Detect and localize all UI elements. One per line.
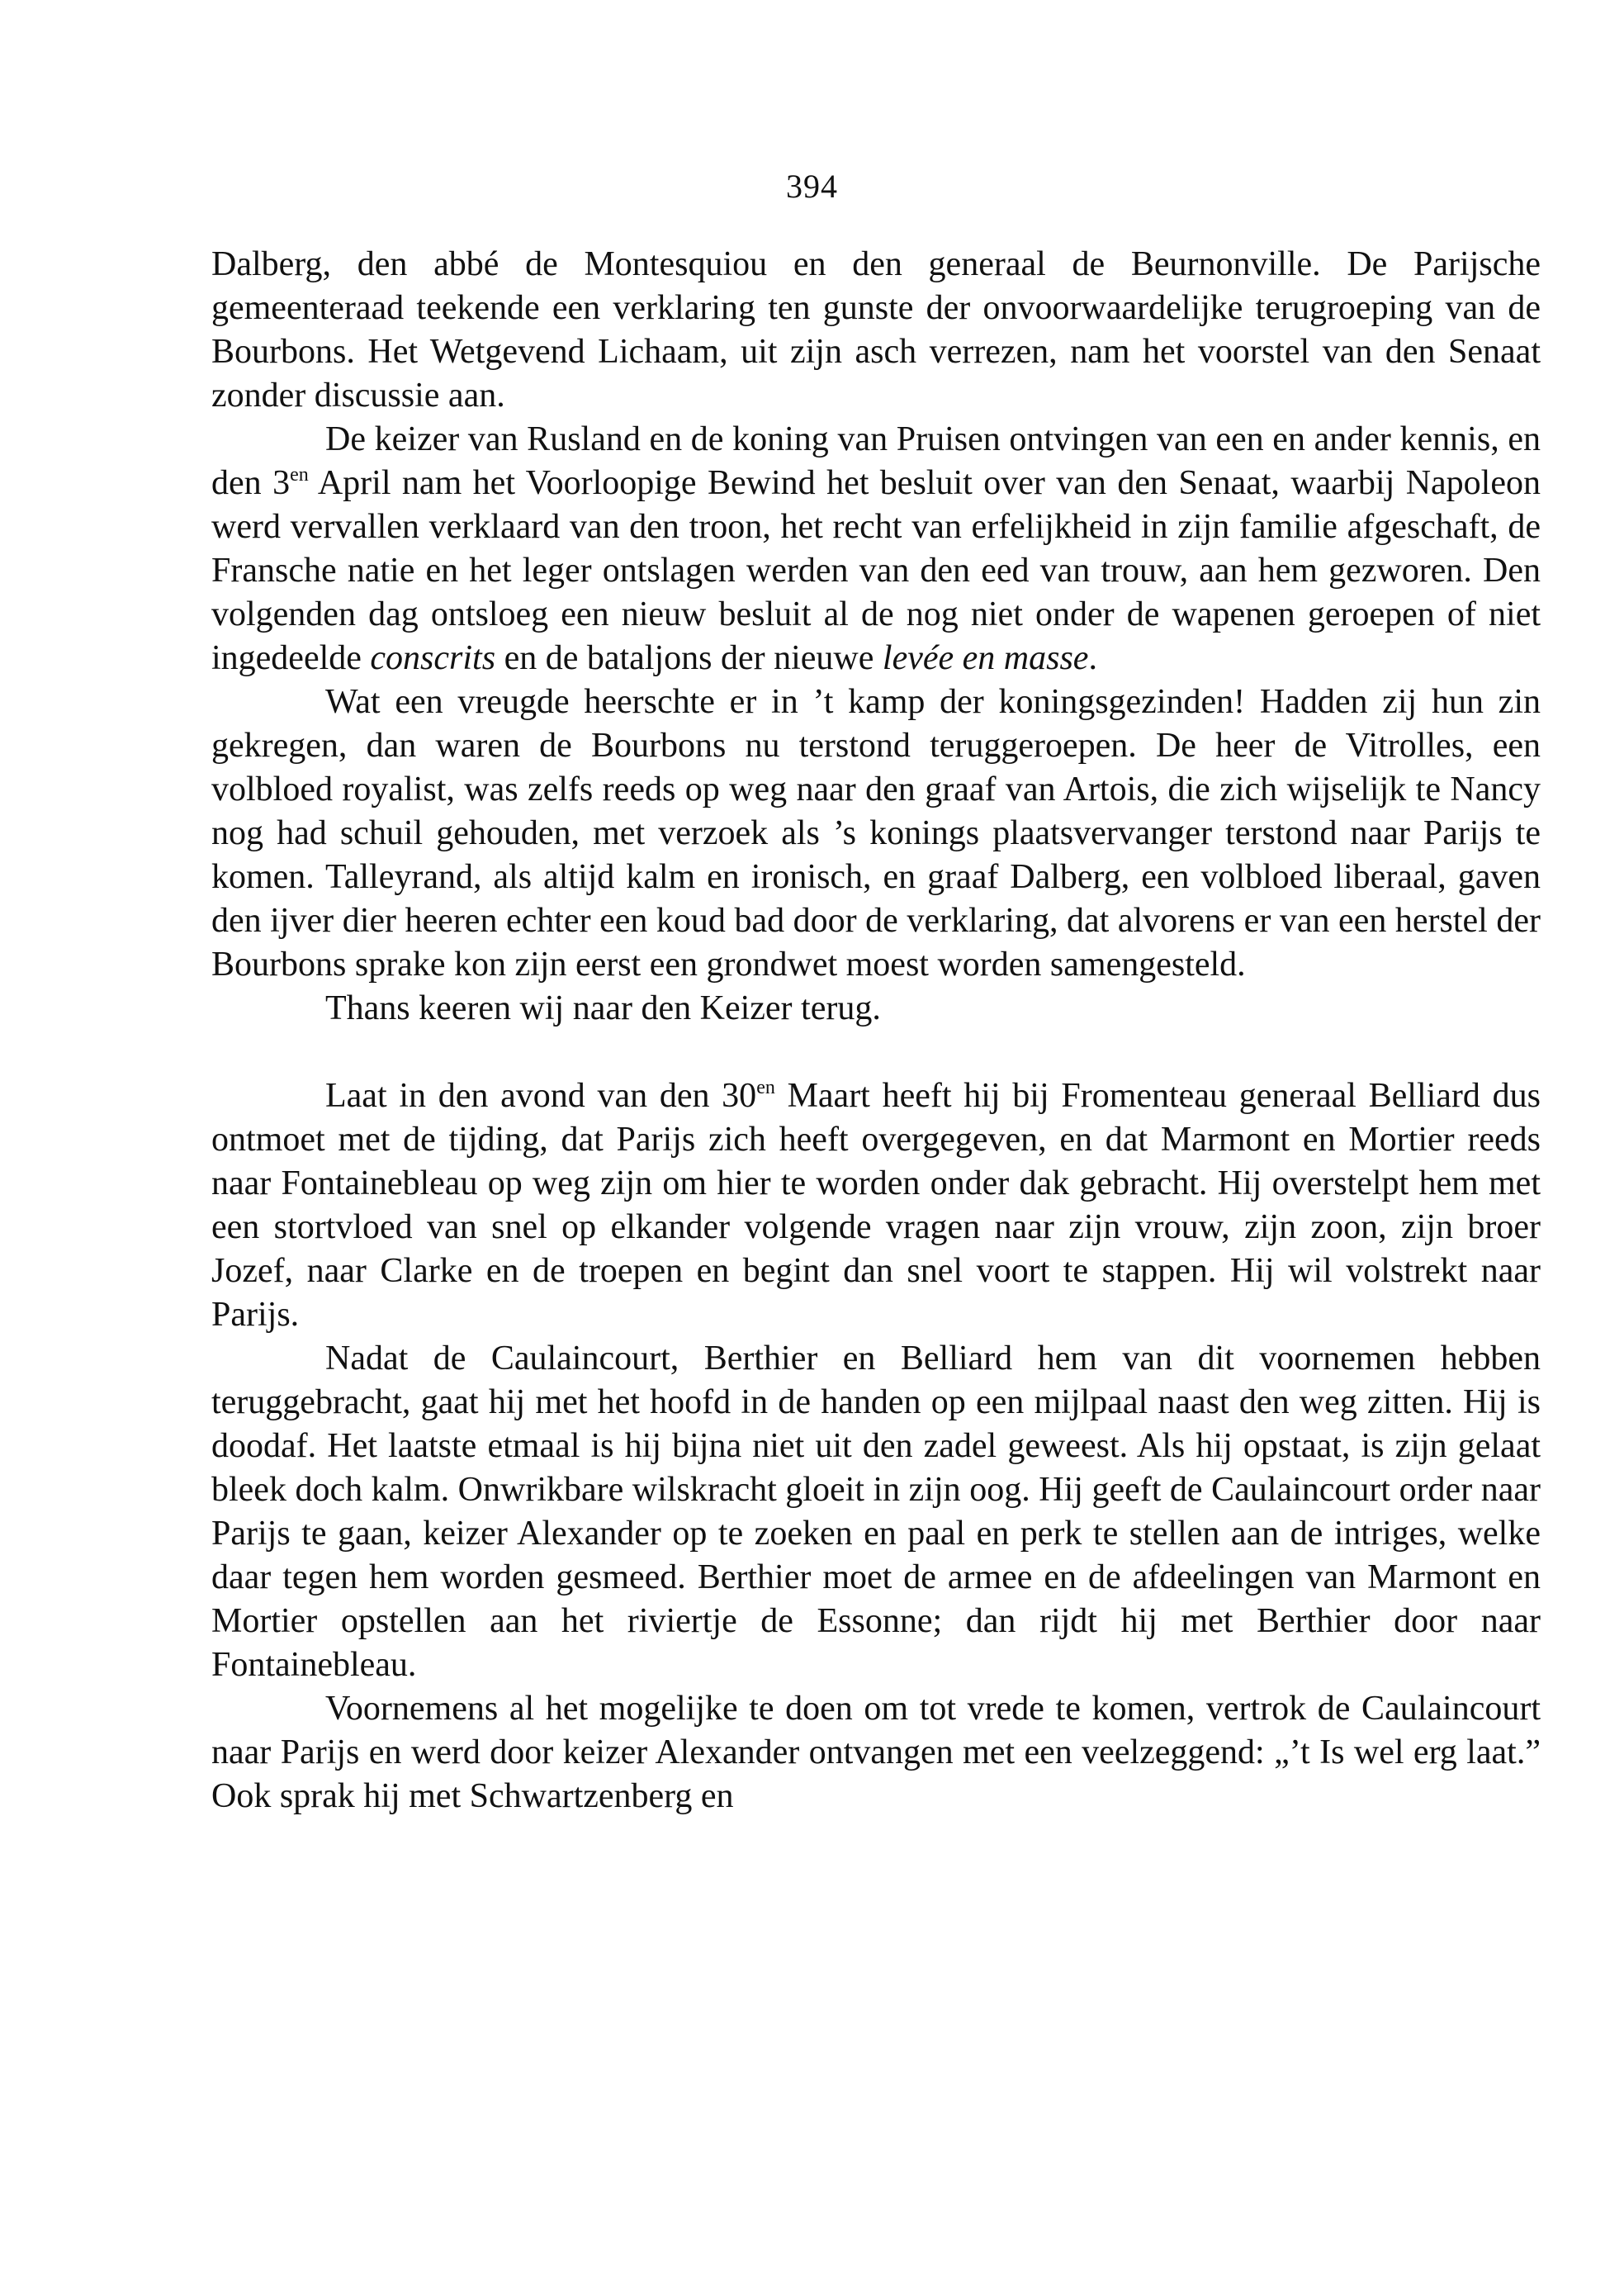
text-segment: Wat een vreugde heerschte er in ’t kamp der koningsgezinden! Hadden zij hun zin gekregen, dan waren de Bourbons nu terstond teruggeroepen. De heer de Vitrolles, een volbloed royalist, was zelfs reeds op weg naar den graaf van Artois, die zich wijselijk te Nancy nog had schuil gehouden, met verzoek als ’s konings plaatsvervanger terstond naar Parijs te komen. Talleyrand, als altijd kalm en ironisch, en graaf Dalberg, een volbloed liberaal, gaven den ijver dier heeren echter een koud bad door de verklaring, dat alvorens er van een herstel der Bourbons sprake kon zijn eerst een grondwet moest worden samengesteld. (211, 683, 1541, 984)
text-segment: Maart heeft hij bij Fromenteau generaal Belliard dus ontmoet met de tijding, dat Parijs zich heeft overgegeven, en dat Marmont en Mortier reeds naar Fontainebleau op weg zijn om hier te worden onder dak gebracht. Hij overstelpt hem met een stortvloed van snel op elkander volgende vragen naar zijn vrouw, zijn zoon, zijn broer Jozef, naar Clarke en de troepen en begint dan snel voort te stappen. Hij wil volstrekt naar Parijs. (211, 1077, 1541, 1334)
text-segment: Voornemens al het mogelijke te doen om tot vrede te komen, vertrok de Caulaincourt naar Parijs en werd door keizer Alexander ontvangen met een veelzeggend: „’t Is wel erg laat.” Ook sprak hij met Schwartzenberg en (211, 1690, 1541, 1815)
text-segment: en de bataljons der nieuwe (495, 639, 883, 677)
text-segment: De keizer van Rusland en de koning van Pruisen ontvingen van een en ander kennis, en den 3 (211, 420, 1541, 502)
text-segment: Laat in den avond van den 30 (325, 1077, 757, 1115)
text-segment: Nadat de Caulaincourt, Berthier en Belliard hem van dit voornemen hebben teruggebracht, gaat hij met het hoofd in de handen op een mijlpaal naast den weg zitten. Hij is doodaf. Het laatste etmaal is hij bijna niet uit den zadel geweest. Als hij opstaat, is zijn gelaat bleek doch kalm. Onwrikbare wilskracht gloeit in zijn oog. Hij geeft de Caulaincourt order naar Parijs te gaan, keizer Alexander op te zoeken en paal en perk te stellen aan de intriges, welke daar tegen hem worden gesmeed. Berthier moet de armee en de afdeelingen van Marmont en Mortier opstellen aan het riviertje de Essonne; dan rijdt hij met Berthier door naar Fontainebleau. (211, 1340, 1541, 1684)
superscript-ordinal: en (756, 1077, 775, 1098)
paragraph-3 (211, 680, 1541, 987)
body-text (211, 243, 1541, 1818)
italic-term: levée en masse (882, 639, 1089, 677)
text-segment: April nam het Voorloopige Bewind het besluit over van den Senaat, waarbij Napoleon werd vervallen verklaard van den troon, het recht van erfelijkheid in zijn familie afgeschaft, de Fransche natie en het leger ontslagen werden van den eed van trouw, aan hem gezworen. Den volgenden dag ontsloeg een nieuw besluit al de nog niet onder de wapenen geroepen of niet ingedeelde (211, 464, 1541, 677)
text-segment: Thans keeren wij naar den Keizer terug. (325, 989, 881, 1027)
superscript-ordinal: en (290, 464, 309, 486)
paragraph-1 (211, 243, 1541, 418)
paragraph-5 (211, 1074, 1541, 1337)
paragraph-2 (211, 418, 1541, 680)
page-number: 394 (786, 168, 838, 205)
paragraph-6 (211, 1337, 1541, 1687)
text-segment: . (1088, 639, 1097, 677)
paragraph-4 (211, 987, 1541, 1031)
paragraph-7 (211, 1687, 1541, 1818)
italic-term: conscrits (370, 639, 496, 677)
text-segment: Dalberg, den abbé de Montesquiou en den generaal de Beurnonville. De Parijsche gemeenteraad teekende een verklaring ten gunste der onvoorwaardelijke terugroeping van de Bourbons. Het Wetgevend Lichaam, uit zijn asch verrezen, nam het voorstel van den Senaat zonder discussie aan. (211, 245, 1541, 415)
